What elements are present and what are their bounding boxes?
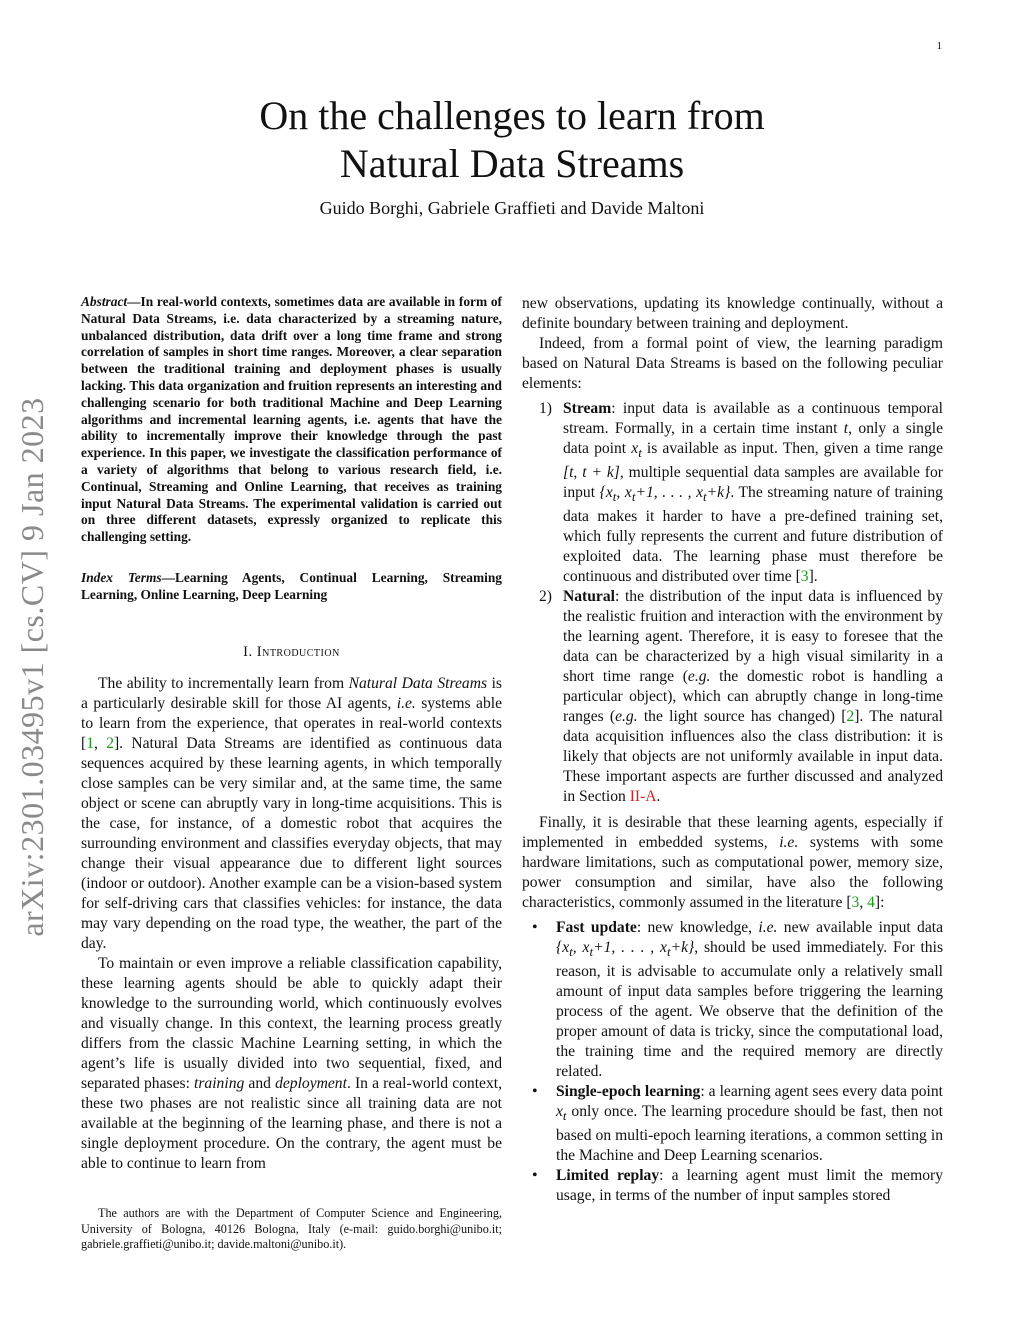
index-terms-label: Index Terms bbox=[81, 569, 162, 585]
numbered-list bbox=[522, 399, 943, 807]
abstract bbox=[81, 294, 502, 546]
text-run: ]. bbox=[808, 568, 818, 586]
text-run: new available input data bbox=[777, 919, 943, 937]
text-run: To maintain or even improve a reliable classification capability, these learning agents should be able to quickly adapt their knowledge to the surrounding world, which continuously evolves and visually change. In this context, the learning process greatly differs from the classic Machine Learning setting, in which the agent’s life is usually divided into two sequential, fixed, and separated phases: bbox=[81, 954, 502, 1092]
text-run: and bbox=[244, 1074, 276, 1092]
bullet-icon: • bbox=[532, 1167, 538, 1185]
text-run: . In a real-world context, these two phases are not realistic since all training data are not available at the beginning of the learning phase, and there is not a single deployment procedure. On the contrary, the agent must be able to continue to learn from bbox=[81, 1074, 502, 1172]
list-item-label: Natural bbox=[563, 588, 615, 606]
author-list: Guido Borghi, Gabriele Graffieti and Davide Maltoni bbox=[319, 198, 705, 218]
list-item-label: Limited replay bbox=[556, 1167, 660, 1185]
text-run: the domestic robot is handling a particular object), which can abruptly change in long-time ranges ( bbox=[563, 668, 943, 726]
abstract-label: Abstract bbox=[81, 294, 128, 309]
math-subscript: t bbox=[562, 1108, 567, 1124]
text-run: Finally, it is desirable that these learning agents, especially if implemented in embedded systems, bbox=[522, 814, 943, 852]
title-line-1: On the challenges to learn from bbox=[259, 93, 765, 138]
emphasis: i.e. bbox=[396, 694, 416, 712]
math-subscript: t bbox=[666, 944, 671, 960]
paper-title bbox=[0, 92, 1024, 188]
bullet-icon: • bbox=[532, 1083, 538, 1101]
text-run: the light source has changed) [ bbox=[637, 708, 847, 726]
math-subscript: t bbox=[569, 944, 573, 960]
math-set: , x bbox=[572, 939, 590, 957]
list-item-label: Single-epoch learning bbox=[556, 1083, 701, 1101]
text-run: The ability to incrementally learn from bbox=[98, 674, 349, 692]
math-symbol: t bbox=[843, 420, 849, 437]
math-set: +1, . . . , x bbox=[593, 939, 667, 957]
text-run: is a particularly desirable skill for those AI agents, bbox=[81, 674, 502, 712]
index-terms-text: —Learning Agents, Continual Learning, Streaming Learning, Online Learning, Deep Learning bbox=[81, 569, 502, 602]
math-subscript: t bbox=[638, 445, 642, 461]
math-set: +k} bbox=[706, 484, 731, 502]
section-title: Introduction bbox=[256, 643, 340, 660]
math-set: {x bbox=[599, 484, 613, 502]
list-number: 1) bbox=[539, 400, 552, 417]
math-subscript: t bbox=[703, 489, 707, 505]
citation-link[interactable]: 4 bbox=[867, 894, 875, 912]
math-subscript: t bbox=[612, 489, 617, 505]
math-subscript: t bbox=[589, 944, 594, 960]
right-paragraph-2: Indeed, from a formal point of view, the learning paradigm based on Natural Data Streams is based on the following peculiar elements: bbox=[522, 335, 943, 392]
text-run: : new knowledge, bbox=[636, 919, 759, 937]
text-run: ]. Natural Data Streams are identified as continuous data sequences acquired by these learning agents, in which temporally close samples can be very similar and, at the same time, the same object or scene can abruptly vary in long-time acquisitions. This is the case, for instance, of a domestic robot that acquires the surrounding environment and classifies everyday objects, that may change their visual appearance due to different light sources (indoor or outdoor). Another example can be a vision-based system for self-driving cars that classifies vehicles: for instance, the data may vary depending on the road type, the weather, the part of the day. bbox=[81, 734, 502, 952]
text-run: , only a single data point bbox=[563, 420, 944, 457]
emphasis: e.g. bbox=[687, 668, 711, 686]
text-run: : input data is available as a continuous temporal stream. Formally, in a certain time instant bbox=[563, 400, 943, 437]
title-line-2: Natural Data Streams bbox=[339, 141, 685, 186]
text-run: , should be used immediately. For this reason, it is advisable to accumulate only a relatively small amount of input data samples before triggering the learning process of the agent. We observe that the definition of the proper amount of data is tricky, since the computational load, the training time and the required memory are directly related. bbox=[556, 939, 944, 1081]
text-run: systems with some hardware limitations, such as computational power, memory size, power consumption and similar, have also the following characteristics, commonly assumed in the literature [ bbox=[522, 834, 943, 912]
text-run: only once. The learning procedure should be fast, then not based on multi-epoch learning iterations, a common setting in the Machine and Deep Learning scenarios. bbox=[556, 1103, 943, 1165]
emphasis: deployment bbox=[275, 1074, 347, 1092]
list-item-natural bbox=[522, 587, 943, 807]
emphasis: e.g. bbox=[615, 708, 638, 726]
text-run: ]. The natural data acquisition influences also the class distribution: it is likely that objects are not uniformly available in input data. These important aspects are further discussed and analyzed in Section bbox=[563, 708, 943, 806]
emphasis: Natural Data Streams bbox=[348, 674, 488, 692]
text-run: : a learning agent must limit the memory usage, in terms of the number of input samples stored bbox=[556, 1167, 943, 1205]
text-run: , multiple sequential data samples are available for input bbox=[563, 464, 943, 502]
section-numeral: I. bbox=[243, 643, 257, 660]
abstract-text: —In real-world contexts, sometimes data are available in form of Natural Data Streams, i.e. data characterized by a streaming nature, unbalanced distribution, data drift over a long time frame and strong correlation of samples in short time ranges. Moreover, a clear separation between the traditional training and deployment phases is usually lacking. This data organization and fruition represents an interesting and challenging scenario for both traditional Machine and Deep Learning algorithms and incremental learning agents, i.e. agents that have the ability to incrementally improve their knowledge through the past experience. In this paper, we investigate the classification performance of a variety of algorithms that belong to various research field, i.e. Continual, Streaming and Online Learning, that receives as training input Natural Data Streams. The experimental validation is carried out on three different datasets, expressly organized to replicate this challenging setting. bbox=[81, 294, 502, 545]
citation-link[interactable]: 3 bbox=[851, 894, 860, 912]
left-column bbox=[81, 294, 502, 1174]
text-run: ]: bbox=[874, 894, 885, 912]
text-run: . The streaming nature of training data makes it harder to have a pre-defined training set, which fully represents the current and future distribution of exploited data. The learning phase must therefore be continuous and distributed over time [ bbox=[563, 484, 943, 586]
arxiv-identifier-stamp: arXiv:2301.03495v1 [cs.CV] 9 Jan 2023 bbox=[14, 397, 50, 937]
text-run: : a learning agent sees every data point bbox=[700, 1083, 943, 1101]
right-paragraph-1: new observations, updating its knowledge continually, without a definite boundary between training and deployment. bbox=[522, 295, 943, 332]
text-run: . bbox=[656, 788, 661, 806]
text-run: is available as input. Then, given a time range bbox=[641, 440, 944, 457]
bullet-single-epoch bbox=[522, 1082, 943, 1166]
list-item-label: Fast update bbox=[556, 919, 637, 937]
bullet-list bbox=[522, 918, 943, 1206]
math-subscript: t bbox=[631, 489, 636, 505]
text-run: : the distribution of the input data is influenced by the realistic fruition and interaction with the environment by the learning agent. Therefore, it is easy to foresee that the data can be characterized by a high visual similarity in a short time range ( bbox=[563, 588, 943, 686]
bullet-fast-update bbox=[522, 918, 943, 1082]
emphasis: training bbox=[194, 1074, 245, 1092]
citation-link[interactable]: 2 bbox=[846, 708, 855, 726]
math-set: , x bbox=[616, 484, 632, 502]
list-number: 2) bbox=[539, 588, 552, 606]
bullet-icon: • bbox=[532, 919, 538, 937]
right-paragraph-3: Finally, it is desirable that these learning agents, especially if implemented in embedded systems, i.e. systems with some hardware limitations, such as computational power, memory size, power consumption and similar, have also the following characteristics, commonly assumed in the literature [3, 4]: bbox=[522, 814, 943, 912]
index-terms bbox=[81, 570, 502, 604]
math-set: {x bbox=[556, 939, 570, 957]
right-column bbox=[522, 294, 943, 1212]
list-item-stream bbox=[522, 399, 943, 587]
page-number: 1 bbox=[936, 40, 942, 52]
author-footnote: The authors are with the Department of Computer Science and Engineering, University of Bologna, 40126 Bologna, Italy (e-mail: guido.borghi@unibo.it; gabriele.graffieti@unibo.it; davide.maltoni@unibo.it). bbox=[81, 1206, 502, 1251]
intro-paragraph-1: The ability to incrementally learn from Natural Data Streams is a particularly desirable skill for those AI agents, i.e. systems able to learn from the experience, that operates in real-world contexts [1, 2]. Natural Data Streams are identified as continuous data sequences acquired by these learning agents, in which temporally close samples can be very similar and, at the same time, the same object or scene can abruptly vary in long-time acquisitions. This is the case, for instance, of a domestic robot that acquires the surrounding environment and classifies everyday objects, that may change their visual appearance due to different light sources (indoor or outdoor). Another example can be a vision-based system for self-driving cars that classifies vehicles: for instance, the data may vary depending on the road type, the weather, the part of the day. bbox=[81, 674, 502, 952]
bullet-limited-replay bbox=[522, 1166, 943, 1206]
math-set: +k} bbox=[670, 939, 695, 957]
section-link[interactable]: II-A bbox=[629, 788, 657, 806]
emphasis: i.e. bbox=[779, 834, 799, 852]
emphasis: i.e. bbox=[758, 919, 778, 937]
math-symbol: x bbox=[556, 1103, 563, 1121]
section-heading-introduction bbox=[81, 642, 502, 662]
intro-paragraph-2 bbox=[81, 954, 502, 1174]
list-item-label: Stream bbox=[563, 400, 612, 417]
citation-link[interactable]: 2 bbox=[106, 734, 114, 752]
math-symbol: x bbox=[631, 440, 639, 457]
citation-link[interactable]: 1 bbox=[86, 734, 94, 752]
math-set: +1, . . . , x bbox=[635, 484, 704, 502]
citation-link[interactable]: 3 bbox=[800, 568, 809, 586]
math-range: [t, t + k] bbox=[563, 464, 620, 482]
text-run: systems able to learn from the experience, that operates in real-world contexts [ bbox=[81, 694, 502, 752]
